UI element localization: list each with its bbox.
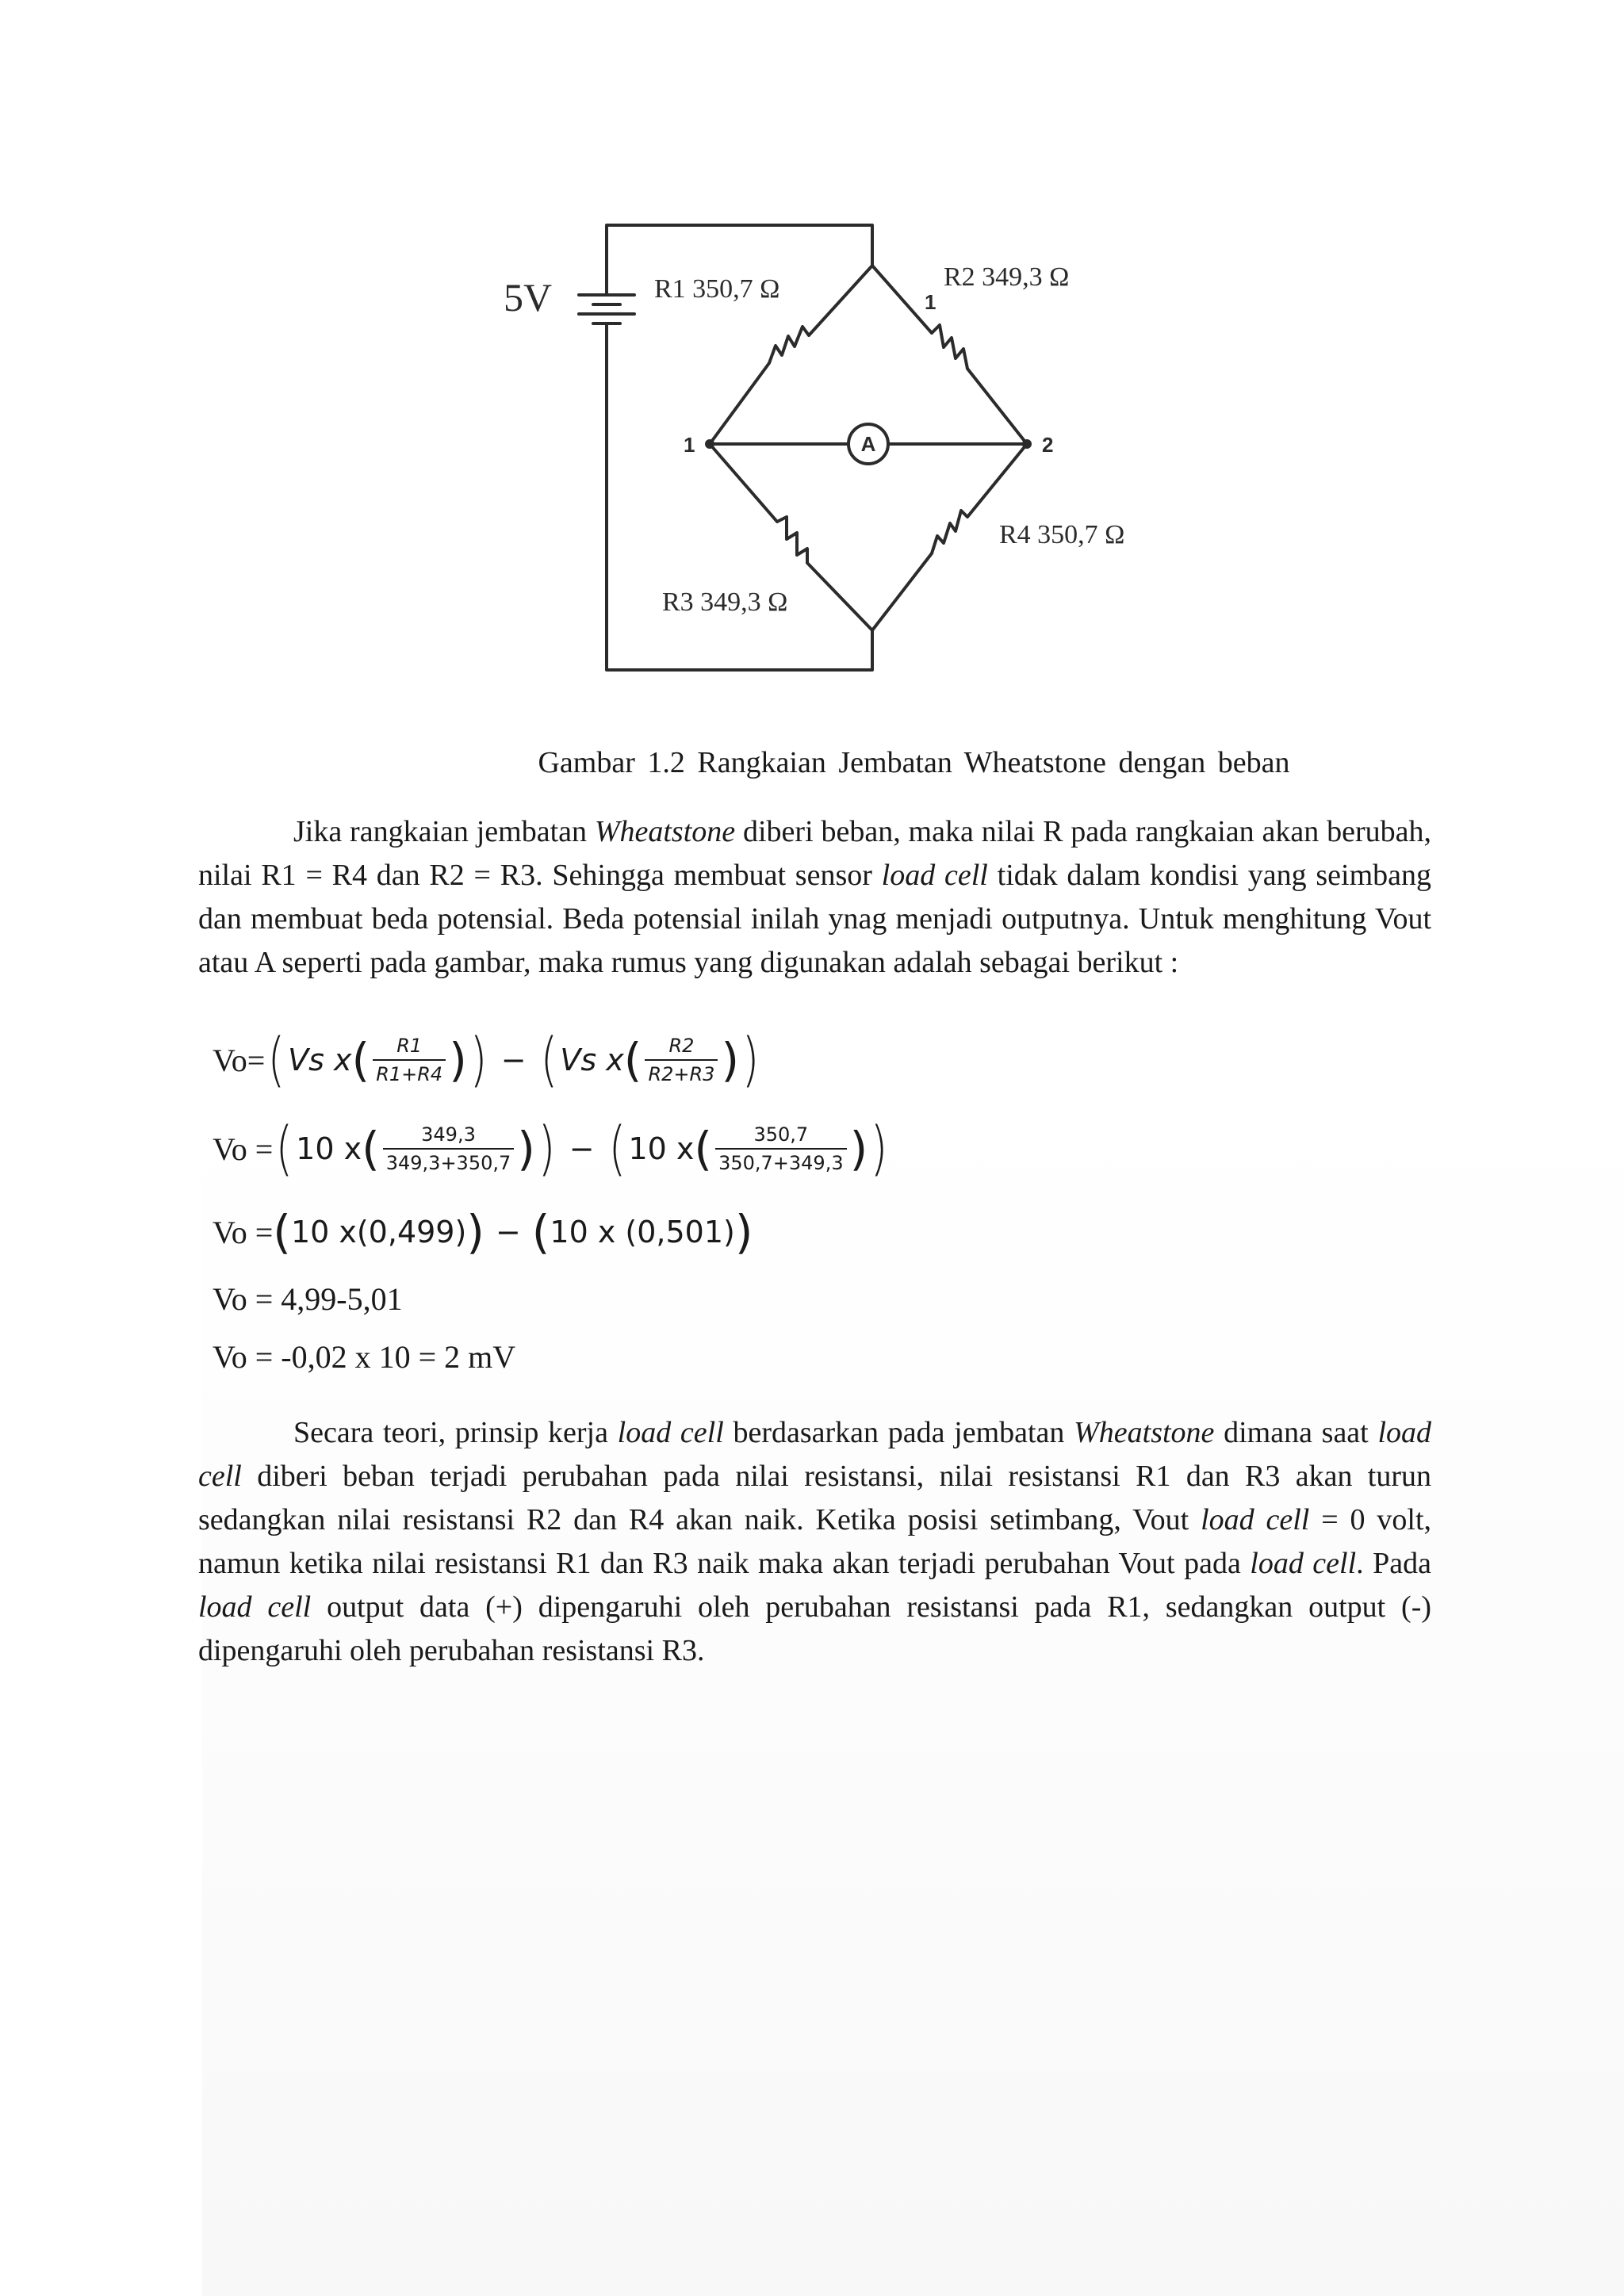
- svg-text:A: A: [860, 432, 876, 456]
- node-left-dot: [705, 439, 714, 449]
- equation-1: Vo= ( Vs x ( $\frac{R1}{R1+R4}$ ) ) − ( Vs x ( $\frac{R2}{R2+R3}$ ) ): [213, 1026, 760, 1094]
- equation-3: Vo = ( 10 x(0,499) ) − ( 10 x (0,501) ): [213, 1205, 753, 1259]
- source-label: 5V: [504, 275, 553, 320]
- equation-2: Vo = ( 10 x ( $\frac{349,3}{349,3+350,7}$ ) ) − ( 10 x ( $\frac{350,7}{350,7+349,3}$ ) ): [213, 1115, 888, 1183]
- battery-icon: [579, 285, 634, 333]
- r3-label: R3 349,3 Ω: [662, 587, 788, 617]
- node-right-label: 2: [1042, 433, 1054, 457]
- node-top-label: 1: [925, 290, 936, 314]
- wheatstone-bridge-figure: [476, 206, 1158, 682]
- paragraph-2: Secara teori, prinsip kerja load cell berdasarkan pada jembatan Wheatstone dimana saat load cell diberi beban terjadi perubahan pada nilai resistansi, nilai resistansi R1 dan R3 akan turun sedangkan nilai resistansi R2 dan R4 akan naik. Ketika posisi setimbang, Vout load cell = 0 volt, namun ketika nilai resistansi R1 dan R3 naik maka akan terjadi perubahan Vout pada load cell. Pada load cell output data (+) dipengaruhi oleh perubahan resistansi pada R1, sedangkan output (-) dipengaruhi oleh perubahan resistansi R3.: [198, 1416, 1432, 1667]
- figure-caption: Gambar 1.2 Rangkaian Jembatan Wheatstone dengan beban: [538, 746, 1290, 779]
- equation-5: Vo = -0,02 x 10 = 2 mV: [213, 1339, 516, 1375]
- equation-4: Vo = 4,99-5,01: [213, 1281, 403, 1317]
- resistor-r2: [872, 266, 1027, 444]
- ammeter-icon: [848, 424, 888, 464]
- r2-label: R2 349,3 Ω: [944, 262, 1070, 292]
- circuit-diagram: [476, 206, 1158, 682]
- paragraph-1: Jika rangkaian jembatan Wheatstone diberi beban, maka nilai R pada rangkaian akan berubah, nilai R1 = R4 dan R2 = R3. Sehingga membuat sensor load cell tidak dalam kondisi yang seimbang dan membuat beda potensial. Beda potensial inilah ynag menjadi outputnya. Untuk menghitung Vout atau A seperti pada gambar, maka rumus yang digunakan adalah sebagai berikut :: [198, 815, 1431, 979]
- page-background-shade: [202, 1102, 1624, 2296]
- node-left-label: 1: [684, 433, 695, 457]
- left-rail-lower: [607, 333, 872, 670]
- r4-label: R4 350,7 Ω: [999, 520, 1125, 549]
- node-right-dot: [1022, 439, 1032, 449]
- r1-label: R1 350,7 Ω: [654, 274, 780, 304]
